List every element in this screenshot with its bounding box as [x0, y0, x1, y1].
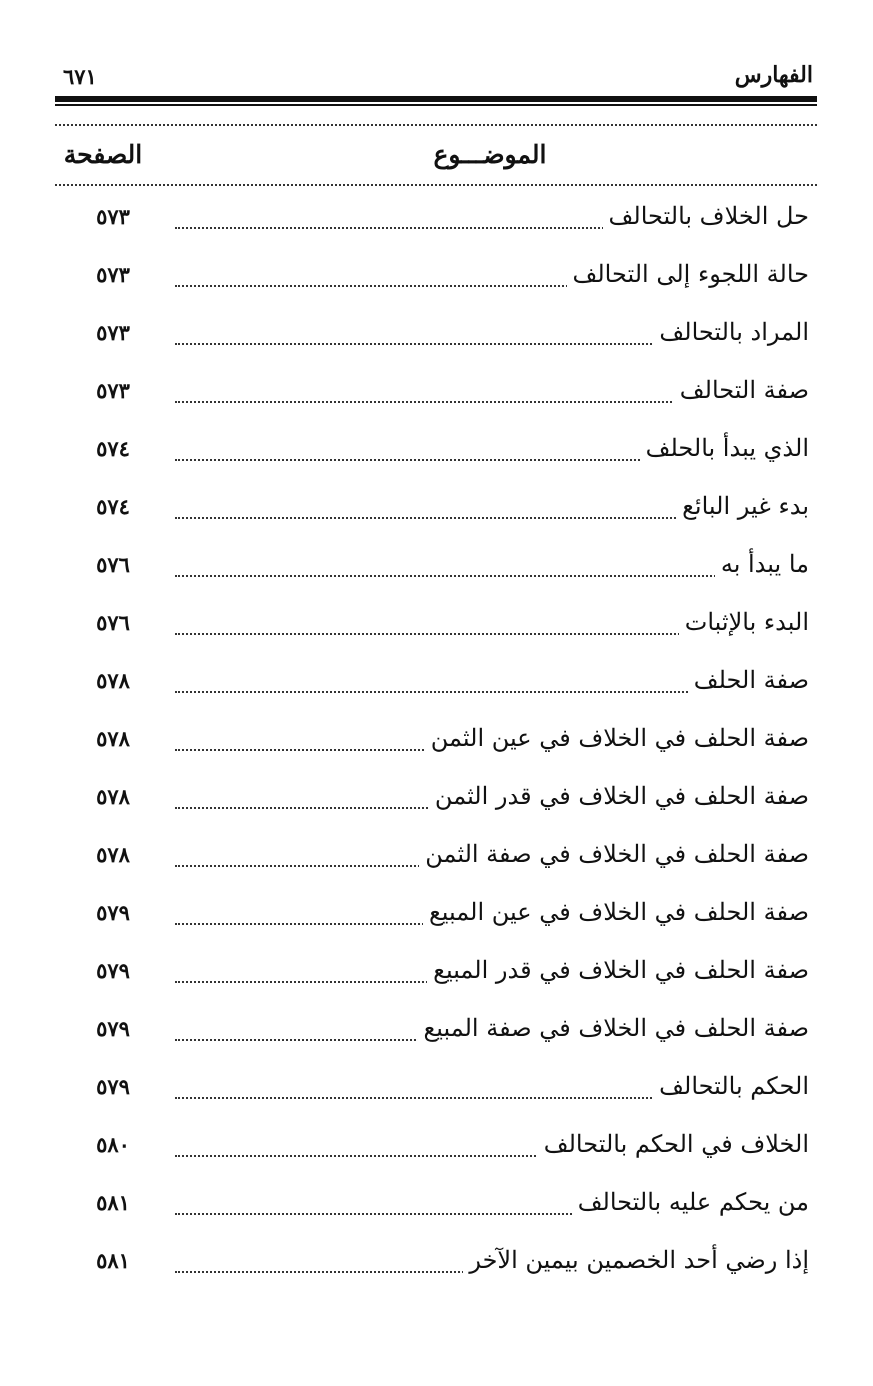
entry-topic: الذي يبدأ بالحلف — [640, 434, 809, 462]
index-entry — [55, 482, 817, 540]
subject-column-header: الموضـــوع — [433, 140, 547, 169]
entry-topic: صفة الحلف في الخلاف في قدر الثمن — [429, 782, 809, 810]
index-entry — [55, 772, 817, 830]
entry-topic: البدء بالإثبات — [679, 608, 809, 636]
page-column-header: الصفحة — [63, 140, 143, 169]
header-dotted-rule — [55, 184, 817, 186]
index-entry — [55, 424, 817, 482]
entry-page: ٥٧٣ — [96, 204, 130, 229]
index-entry — [55, 888, 817, 946]
entry-page: ٥٧٦ — [96, 610, 130, 635]
index-entry — [55, 1178, 817, 1236]
index-entry — [55, 540, 817, 598]
header-rule-thick — [55, 96, 817, 102]
index-entry — [55, 1236, 817, 1294]
dot-leader — [175, 575, 807, 577]
index-entry — [55, 366, 817, 424]
entry-page: ٥٧٣ — [96, 320, 130, 345]
entry-page: ٥٨١ — [96, 1190, 130, 1215]
entry-page: ٥٧٩ — [96, 1016, 130, 1041]
index-entry — [55, 250, 817, 308]
entry-page: ٥٧٨ — [96, 784, 130, 809]
entry-page: ٥٧٣ — [96, 378, 130, 403]
entry-page: ٥٧٩ — [96, 1074, 130, 1099]
entry-topic: حل الخلاف بالتحالف — [603, 202, 809, 230]
index-entry — [55, 1120, 817, 1178]
top-dotted-rule — [55, 124, 817, 126]
index-entry — [55, 714, 817, 772]
entry-page: ٥٨٠ — [96, 1132, 130, 1157]
running-title: الفهارس — [734, 62, 813, 88]
index-entry — [55, 192, 817, 250]
entry-topic: صفة الحلف في الخلاف في قدر المبيع — [427, 956, 809, 984]
entry-page: ٥٧٦ — [96, 552, 130, 577]
entry-topic: ما يبدأ به — [715, 550, 809, 578]
entry-topic: صفة الحلف في الخلاف في عين الثمن — [425, 724, 809, 752]
entry-topic: الخلاف في الحكم بالتحالف — [538, 1130, 809, 1158]
entry-topic: إذا رضي أحد الخصمين بيمين الآخر — [463, 1246, 809, 1274]
entry-page: ٥٧٤ — [96, 494, 130, 519]
entry-topic: من يحكم عليه بالتحالف — [572, 1188, 809, 1216]
entry-topic: حالة اللجوء إلى التحالف — [567, 260, 809, 288]
index-entry — [55, 308, 817, 366]
entry-topic: صفة الحلف — [688, 666, 809, 694]
entry-page: ٥٧٨ — [96, 726, 130, 751]
index-entry — [55, 656, 817, 714]
entry-topic: صفة الحلف في الخلاف في عين المبيع — [423, 898, 809, 926]
entry-topic: صفة الحلف في الخلاف في صفة الثمن — [419, 840, 809, 868]
entry-page: ٥٧٣ — [96, 262, 130, 287]
entry-topic: بدء غير البائع — [676, 492, 809, 520]
index-entry — [55, 830, 817, 888]
entry-page: ٥٧٨ — [96, 668, 130, 693]
entry-topic: المراد بالتحالف — [653, 318, 809, 346]
entry-page: ٥٧٩ — [96, 900, 130, 925]
index-list — [55, 192, 817, 1294]
entry-page: ٥٧٤ — [96, 436, 130, 461]
index-entry — [55, 598, 817, 656]
header-rule-thin — [55, 104, 817, 106]
page-number: ٦٧١ — [63, 64, 97, 89]
entry-page: ٥٧٩ — [96, 958, 130, 983]
index-entry — [55, 946, 817, 1004]
page-header — [55, 60, 817, 92]
entry-page: ٥٨١ — [96, 1248, 130, 1273]
index-entry — [55, 1004, 817, 1062]
entry-topic: صفة التحالف — [674, 376, 809, 404]
index-entry — [55, 1062, 817, 1120]
entry-topic: الحكم بالتحالف — [653, 1072, 809, 1100]
entry-topic: صفة الحلف في الخلاف في صفة المبيع — [417, 1014, 809, 1042]
entry-page: ٥٧٨ — [96, 842, 130, 867]
